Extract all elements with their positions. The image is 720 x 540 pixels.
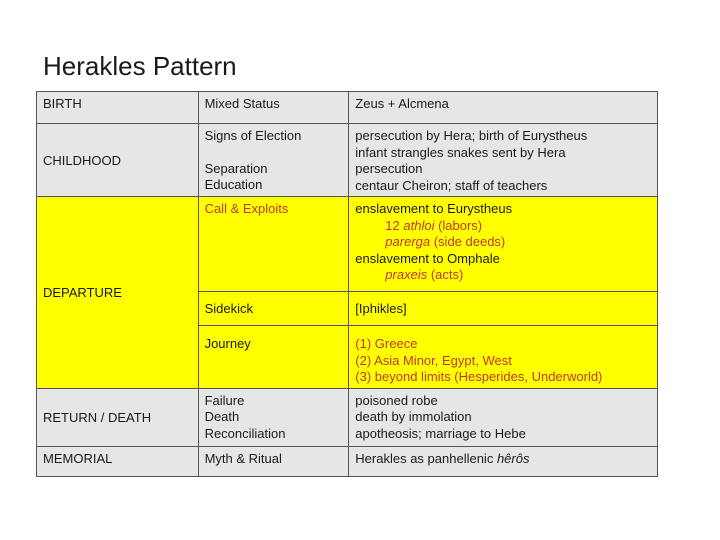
detail-cell [349, 92, 658, 124]
herakles-pattern-table [36, 91, 658, 477]
table-row-memorial [37, 446, 658, 476]
term-gloss: (acts) [427, 267, 464, 282]
element-label: Journey [204, 336, 251, 351]
stage-cell [37, 388, 199, 446]
detail-number: 12 [385, 217, 404, 233]
detail-text: infant strangles snakes sent by Hera [355, 144, 566, 160]
detail-cell [349, 446, 658, 476]
detail-text: centaur Cheiron; staff of teachers [355, 177, 548, 193]
element-label: Education [204, 177, 263, 192]
detail-text [355, 218, 651, 235]
element-label: Myth & Ritual [204, 450, 282, 466]
detail-text: (3) beyond limits (Hesperides, Underworld) [355, 369, 603, 384]
detail-text: Herakles as panhellenic [355, 450, 497, 466]
table-row-return-death [37, 388, 658, 446]
detail-text: (1) Greece [355, 336, 418, 351]
term-gloss: (labors) [434, 217, 483, 233]
element-label: Failure [204, 392, 245, 408]
element-cell [198, 446, 349, 476]
table-row-departure-call [37, 197, 658, 292]
greek-term: athloi [403, 217, 435, 233]
detail-text: persecution [355, 161, 423, 176]
element-label: Signs of Election [204, 128, 302, 143]
detail-text: persecution by Hera; birth of Eurystheus [355, 128, 588, 143]
detail-cell [349, 388, 658, 446]
greek-term: hêrôs [496, 450, 530, 466]
element-label: Reconciliation [204, 425, 286, 441]
detail-cell [349, 197, 658, 292]
stage-label: RETURN / DEATH [43, 409, 152, 425]
detail-text: [Iphikles] [355, 301, 407, 317]
table-row-birth [37, 92, 658, 124]
element-cell [198, 197, 349, 292]
page-title: Herakles Pattern [43, 51, 237, 81]
element-cell [198, 124, 349, 197]
element-label: Death [204, 409, 240, 424]
detail-text: (2) Asia Minor, Egypt, West [355, 352, 512, 368]
term-gloss: (side deeds) [430, 234, 506, 249]
detail-text: enslavement to Eurystheus [355, 201, 513, 216]
stage-label: BIRTH [43, 96, 82, 111]
greek-term: parerga [385, 234, 431, 249]
detail-text: poisoned robe [355, 392, 438, 408]
element-cell [198, 388, 349, 446]
detail-text [355, 234, 651, 251]
detail-text [355, 267, 651, 284]
detail-cell [349, 124, 658, 197]
stage-cell [37, 92, 199, 124]
table-row-childhood [37, 124, 658, 197]
element-cell [198, 326, 349, 389]
greek-term: praxeis [385, 267, 428, 282]
stage-label: DEPARTURE [43, 285, 122, 300]
element-cell [198, 292, 349, 326]
detail-text: apotheosis; marriage to Hebe [355, 425, 526, 441]
detail-text: enslavement to Omphale [355, 250, 500, 266]
stage-cell [37, 197, 199, 389]
detail-cell [349, 292, 658, 326]
detail-text: death by immolation [355, 409, 472, 424]
detail-text: Zeus + Alcmena [355, 96, 449, 111]
stage-cell [37, 124, 199, 197]
stage-cell [37, 446, 199, 476]
detail-cell [349, 326, 658, 389]
element-label: Separation [204, 160, 268, 176]
element-label: Mixed Status [204, 96, 280, 111]
spacer [205, 145, 343, 161]
element-cell [198, 92, 349, 124]
stage-label: CHILDHOOD [43, 152, 122, 168]
element-label: Call & Exploits [204, 201, 289, 216]
stage-label: MEMORIAL [43, 450, 113, 466]
element-label: Sidekick [204, 301, 253, 317]
